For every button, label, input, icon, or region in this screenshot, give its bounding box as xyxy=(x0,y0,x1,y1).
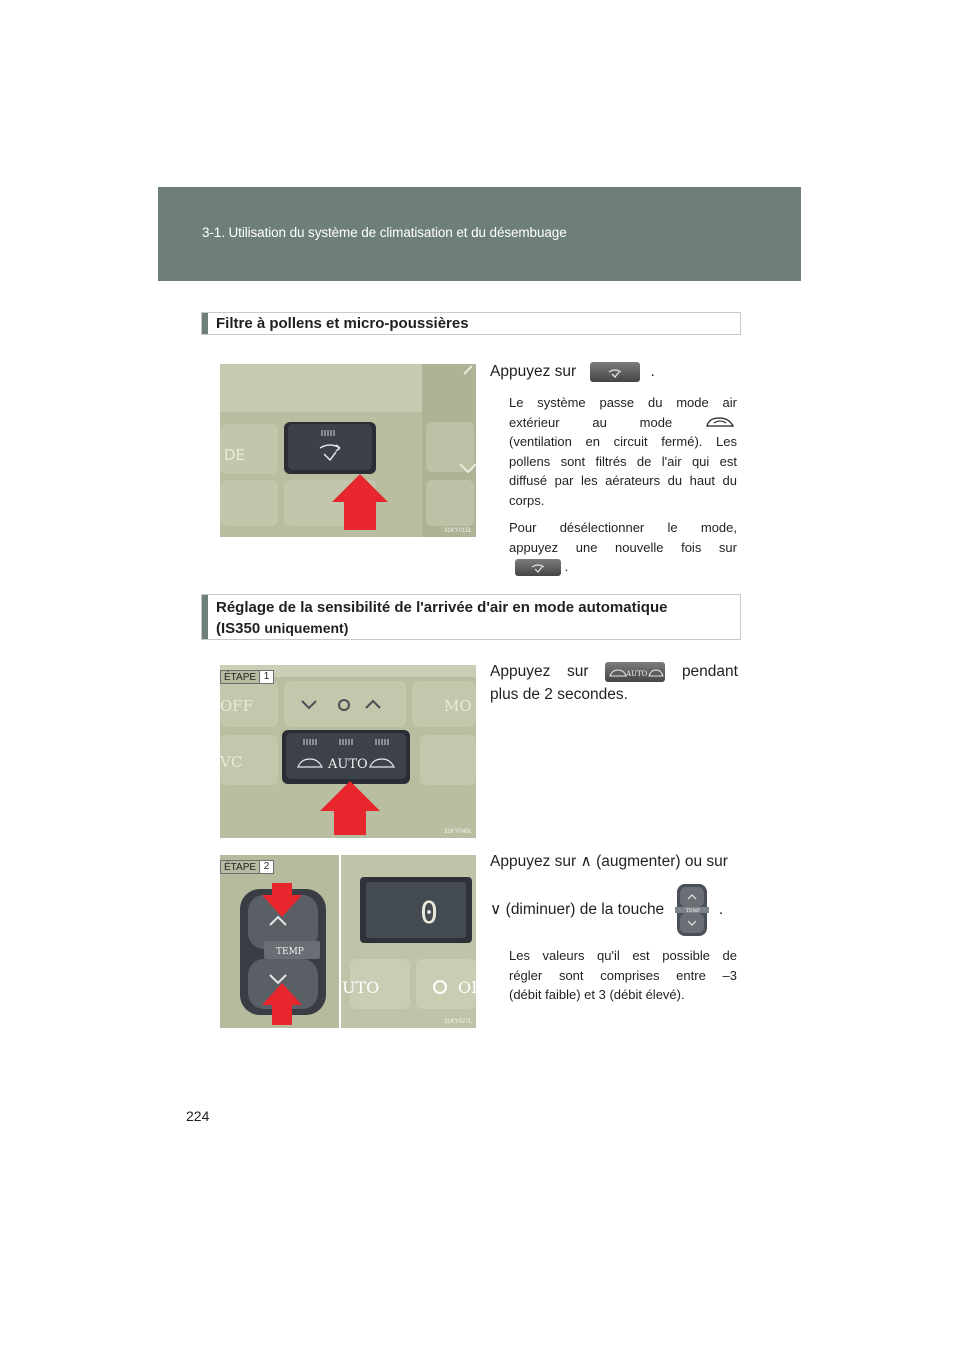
recirculation-button-icon xyxy=(515,559,561,576)
temp-display-value: 0 xyxy=(420,896,439,931)
instruction-recirc: Appuyez sur . xyxy=(490,363,655,380)
svg-text:MO: MO xyxy=(444,697,472,715)
svg-text:VC: VC xyxy=(220,753,243,771)
car-recirculation-icon xyxy=(705,414,737,430)
control-panel-illustration xyxy=(220,364,476,537)
photo-temp-switch xyxy=(220,855,483,1028)
photo-code: 31KY015L xyxy=(443,528,472,534)
temp-switch-illustration xyxy=(220,855,483,1028)
recirc-description: Le système passe du mode air extérieur au mode (ventilation en circuit fermé). Les pollens sont filtrés de l'air qui est diffusé par les aérateurs du haut du corps. Pour désélectionner le mode, appuyez une nouvelle fois sur . xyxy=(509,393,737,577)
temp-switch-icon xyxy=(675,884,709,936)
section-subtitle: (IS350 uniquement) xyxy=(216,620,349,637)
chapter-title: 3-1. Utilisation du système de climatisation et du désembuage xyxy=(202,225,567,240)
svg-text:UTO: UTO xyxy=(342,978,380,997)
section-title: Filtre à pollens et micro-poussières xyxy=(216,315,469,332)
photo-code: 31KY027L xyxy=(443,1019,472,1025)
instruction-auto: Appuyez sur AUTO pendant plus de 2 secondes. xyxy=(490,663,738,703)
section-title-bar xyxy=(201,594,741,640)
temp-description: Les valeurs qu'il est possible de régler sont comprises entre –3 (débit faible) et 3 (débit élevé). xyxy=(509,948,737,1002)
auto-panel-illustration xyxy=(220,665,476,838)
chapter-header xyxy=(158,187,801,281)
photo-auto-button xyxy=(220,665,476,838)
page-number: 224 xyxy=(186,1108,210,1124)
auto-button-icon xyxy=(605,662,665,682)
step-badge: ÉTAPE 2 xyxy=(220,860,274,874)
svg-text:OF: OF xyxy=(458,978,483,997)
svg-text:AUTO: AUTO xyxy=(626,669,648,678)
photo-label-auto: AUTO xyxy=(328,757,368,772)
recirculation-button-icon xyxy=(590,362,640,382)
svg-text:TEMP: TEMP xyxy=(685,909,700,914)
section-title-bar xyxy=(201,312,741,335)
instruction-temp-line2: ∨ (diminuer) de la touche TEMP . xyxy=(490,884,723,936)
photo-label-mode: DE xyxy=(224,446,246,464)
section-title: Réglage de la sensibilité de l'arrivée d'air en mode automatique xyxy=(216,599,668,616)
step-badge: ÉTAPE 1 xyxy=(220,670,274,684)
photo-recirculation-button xyxy=(220,364,476,537)
photo-code: 31KY040L xyxy=(443,829,472,835)
instruction-temp-line1: Appuyez sur ∧ (augmenter) ou sur xyxy=(490,853,728,870)
photo-label-temp: TEMP xyxy=(276,947,304,957)
svg-text:OFF: OFF xyxy=(220,697,254,715)
